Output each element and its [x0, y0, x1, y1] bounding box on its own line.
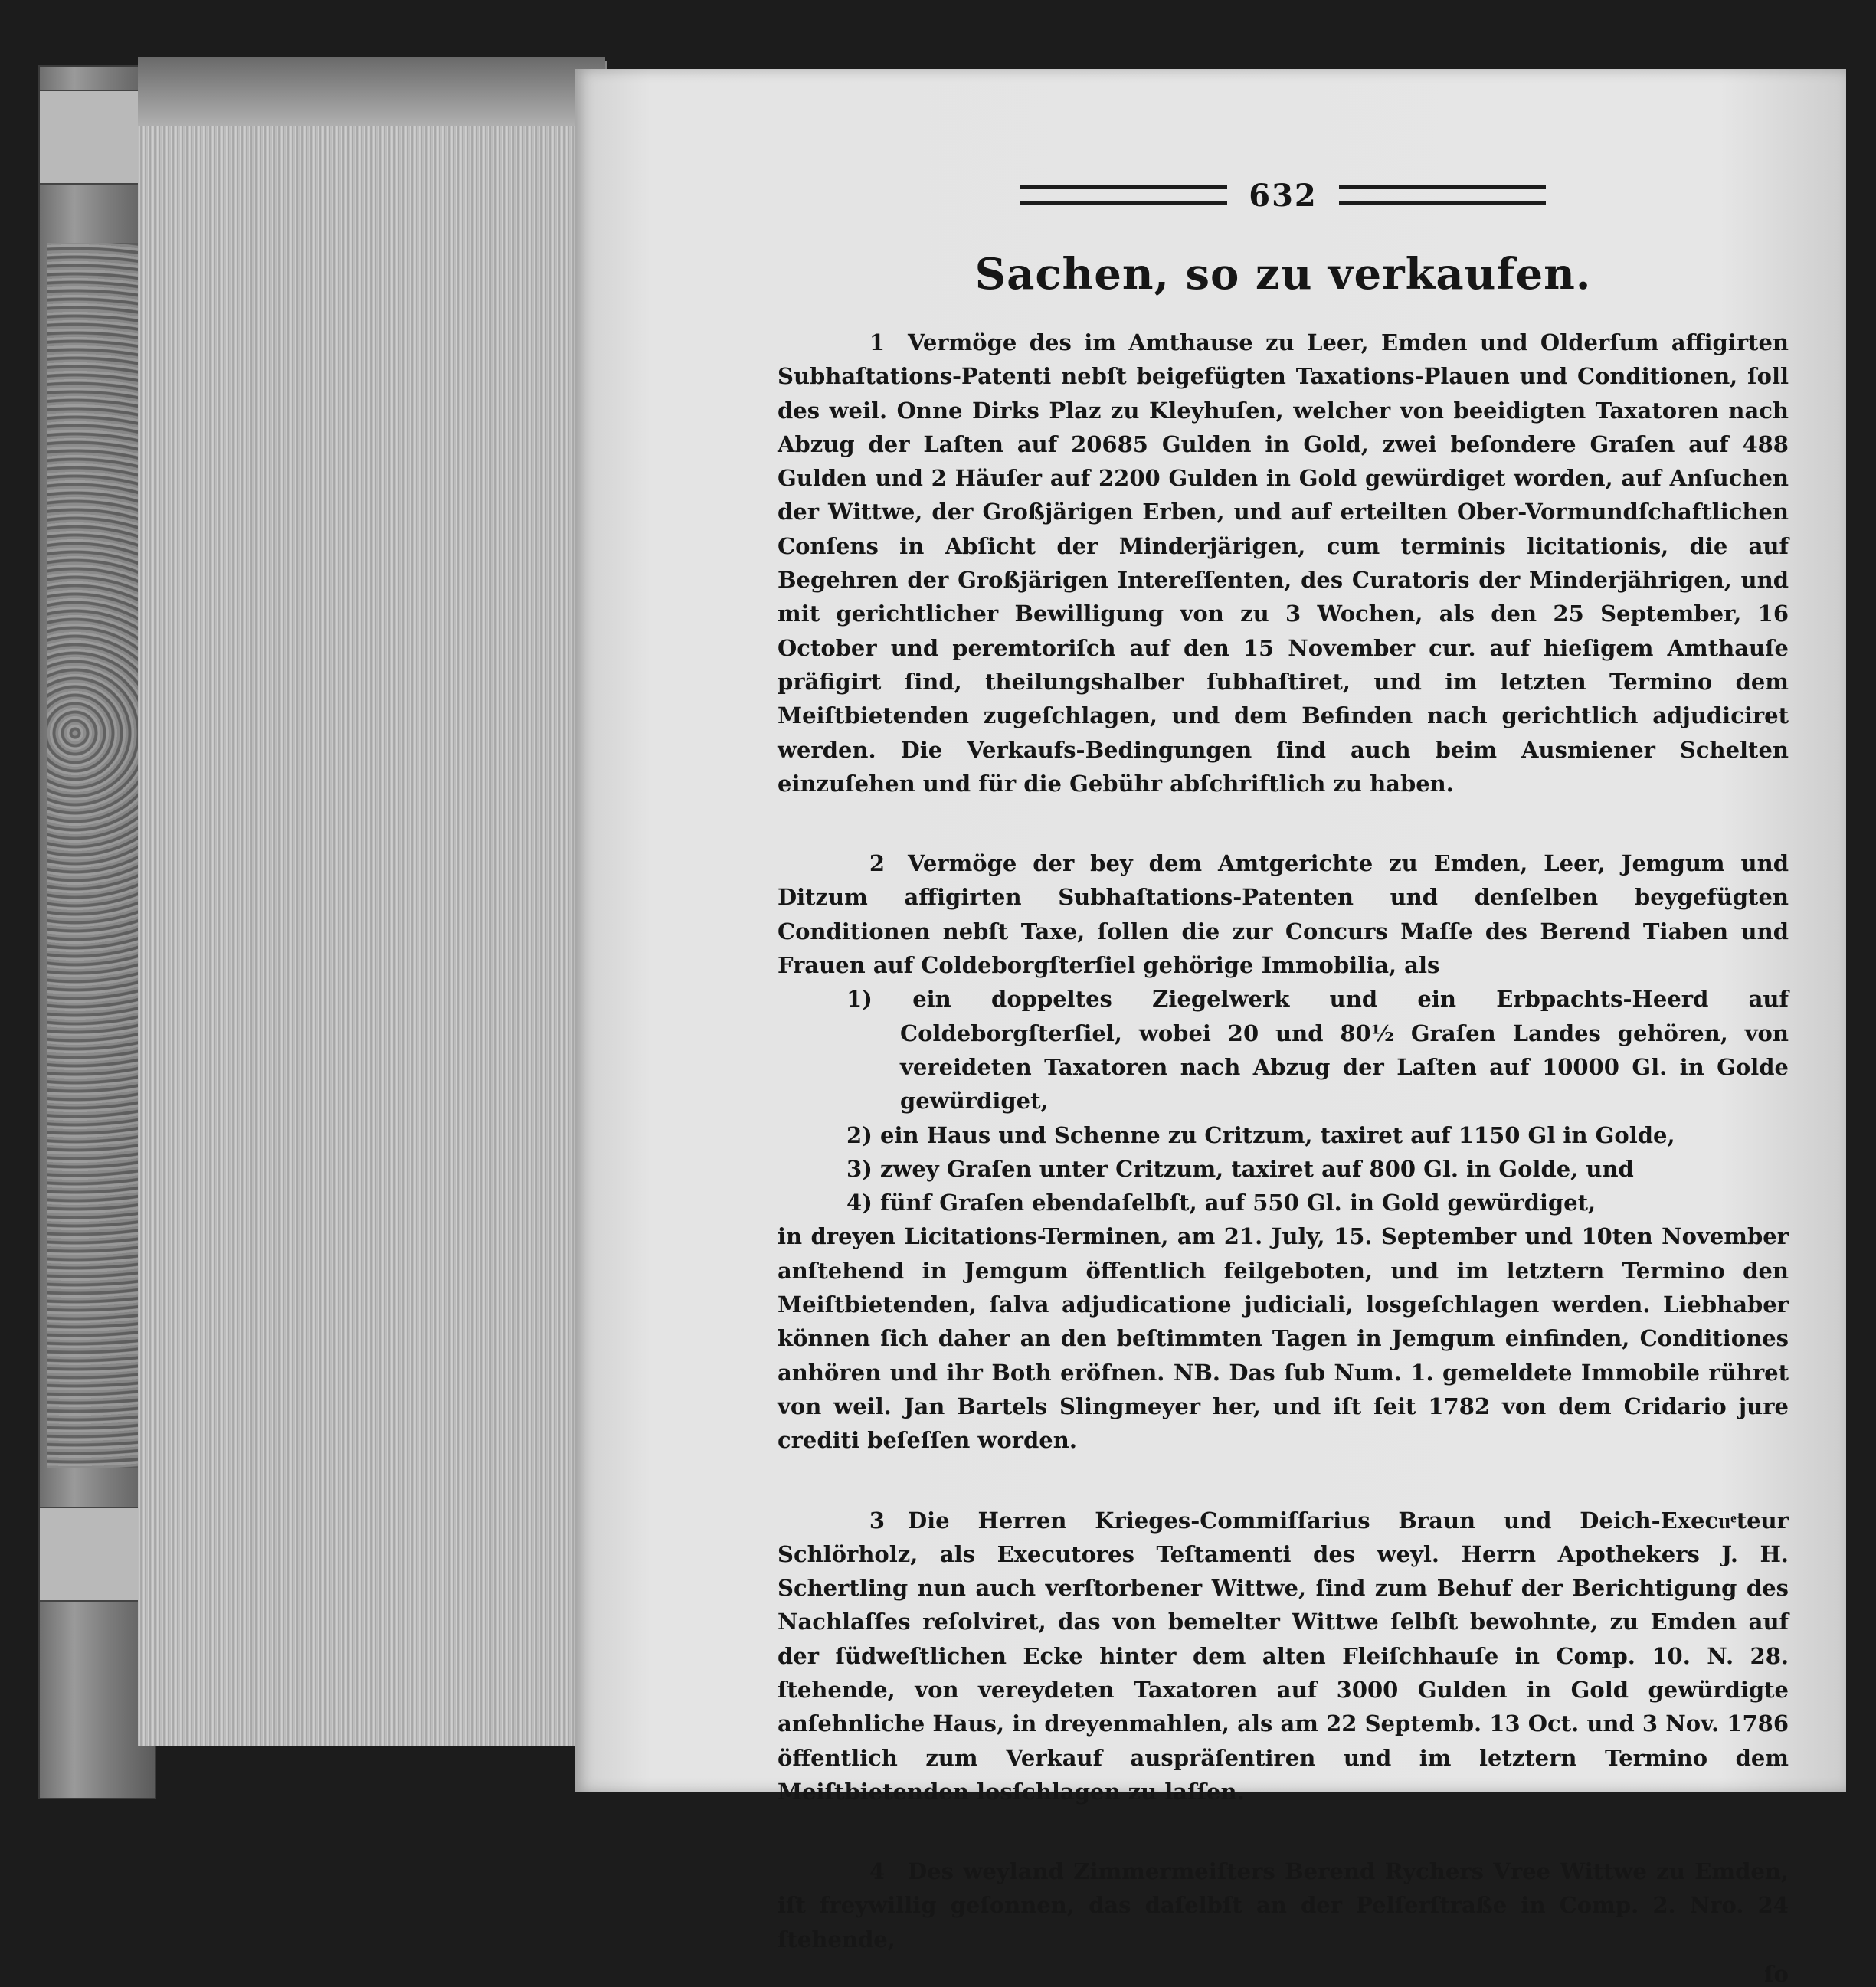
entry-number: 2: [869, 850, 885, 877]
page-edges-top: [138, 57, 605, 126]
list-item: 4) fünf Graſen ebendaſelbſt, auf 550 Gl. in Gold gewürdiget,: [846, 1190, 1596, 1216]
open-book: [31, 57, 1854, 1987]
entry-text: Vermöge des im Amthause zu Leer, Emden und Olderſum affigirten Subhaſtations-Patenti nebſt beigefügten Taxations-Plauen und Conditionen, ſoll des weil. Onne Dirks Plaz zu Kleyhuſen, welcher von beeidigten Taxatoren nach Abzug der Laſten auf 20685 Gulden in Gold, zwei beſondere Graſen auf 488 Gulden und 2 Häuſer auf 2200 Gulden in Gold gewürdiget worden, auf Anſuchen der Wittwe, der Großjärigen Erben, und auf erteilten Ober-Vormundſchaftlichen Conſens in Abſicht der Minderjärigen, cum terminis licitationis, die auf Begehren der Großjärigen Intereſſenten, des Curatoris der Minderjährigen, und mit gerichtlicher Bewilligung von zu 3 Wochen, als den 25 September, 16 October und peremtoriſch auf den 15 November cur. auf hieſigem Amthauſe präfigirt ſind, theilungshalber ſubhaſtiret, und im letzten Termino dem Meiſtbietenden zugeſchlagen, und dem Befinden nach gerichtlich adjudiciret werden. Die Verkaufs-Bedingungen ſind auch beim Ausmiener Schelten einzuſehen und für die Gebühr abſchriftlich zu haben.: [778, 329, 1789, 797]
spacer: [778, 1809, 1789, 1854]
entry-text: Vermöge der bey dem Amtgerichte zu Emden, Leer, Jemgum und Ditzum affigirten Subhaſtations-Patenten und denſelben beygefügten Conditionen nebſt Taxe, ſollen die zur Concurs Maſſe des Berend Tiaben und Frauen auf Coldeborgſterſiel gehörige Immobilia, als: [778, 850, 1789, 979]
entry-4: [778, 1854, 1789, 1956]
list-item: 2) ein Haus und Schenne zu Critzum, taxiret auf 1150 Gl in Golde,: [846, 1121, 1675, 1148]
page-header: [778, 172, 1789, 218]
entry-number: 3: [869, 1507, 885, 1534]
entry-3: [778, 1504, 1789, 1809]
spacer: [778, 800, 1789, 846]
entry-1: [778, 326, 1789, 800]
section-title: Sachen, so zu verkaufen.: [974, 249, 1592, 300]
spacer: [778, 1458, 1789, 1504]
entry-2-tail: in dreyen Licitations-Terminen, am 21. July, 15. September und 10ten November anſtehend in Jemgum öffentlich feilgeboten, und im letztern Termino den Meiſtbietenden, ſalva adjudicatione judiciali, losgeſchlagen werden. Liebhaber können ſich daher an den beſtimmten Tagen in Jemgum einfinden, Conditiones anhören und ihr Both eröfnen. NB. Das ſub Num. 1. gemeldete Immobile rühret von weil. Jan Bartels Slingmeyer her, und iſt ſeit 1782 von dem Cridario jure crediti beſeſſen worden.: [778, 1223, 1789, 1454]
page-edges: [138, 61, 607, 1746]
entry-number: 1: [869, 329, 885, 355]
header-rule-left: [1020, 185, 1227, 205]
page-number: 632: [1249, 177, 1318, 214]
list-item: 1) ein doppeltes Ziegelwerk und ein Erbpachts-Heerd auf Coldeborgſterſiel, wobei 20 und 80½ Graſen Landes gehören, von vereideten Taxatoren nach Abzug der Laſten auf 10000 Gl. in Golde gewürdiget,: [846, 986, 1789, 1115]
entry-text: Des weyland Zimmermeiſters Berend Rychers Vree Wittwe zu Emden, iſt freywillig geſonnen, das daſelbſt an der Pelſerſtraße in Comp. 2. Nro. 24 ſtehende,: [778, 1858, 1789, 1953]
page-content: [778, 172, 1789, 1987]
marbled-cover-paper: [47, 243, 139, 1468]
header-rule-right: [1339, 185, 1546, 205]
entry-2: [778, 846, 1789, 982]
list-item: 3) zwey Graſen unter Critzum, taxiret auf 800 Gl. in Golde, und: [846, 1155, 1634, 1182]
entry-text: Die Herren Krieges-Commiſſarius Braun und Deich-Execuͤteur Schlörholz, als Executores Teſtamenti des weyl. Herrn Apothekers J. H. Schertling nun auch verſtorbener Wittwe, ſind zum Behuf der Berichtigung des Nachlaſſes reſolviret, das von bemelter Wittwe ſelbſt bewohnte, zu Emden auf der ſüdweſtlichen Ecke hinter dem alten Fleiſchhauſe in Comp. 10. N. 28. ſtehende, von vereydeten Taxatoren auf 3000 Gulden in Gold gewürdigte anſehnliche Haus, in dreyenmahlen, als am 22 Septemb. 13 Oct. und 3 Nov. 1786 öffentlich zum Verkauf auspräſentiren und im letztern Termino dem Meiſtbietenden losſchlagen zu laſſen.: [778, 1507, 1789, 1805]
catchword: ſo: [1764, 1961, 1789, 1987]
property-list: [778, 982, 1789, 1219]
entry-number: 4: [869, 1858, 885, 1885]
book-page: [575, 69, 1846, 1987]
